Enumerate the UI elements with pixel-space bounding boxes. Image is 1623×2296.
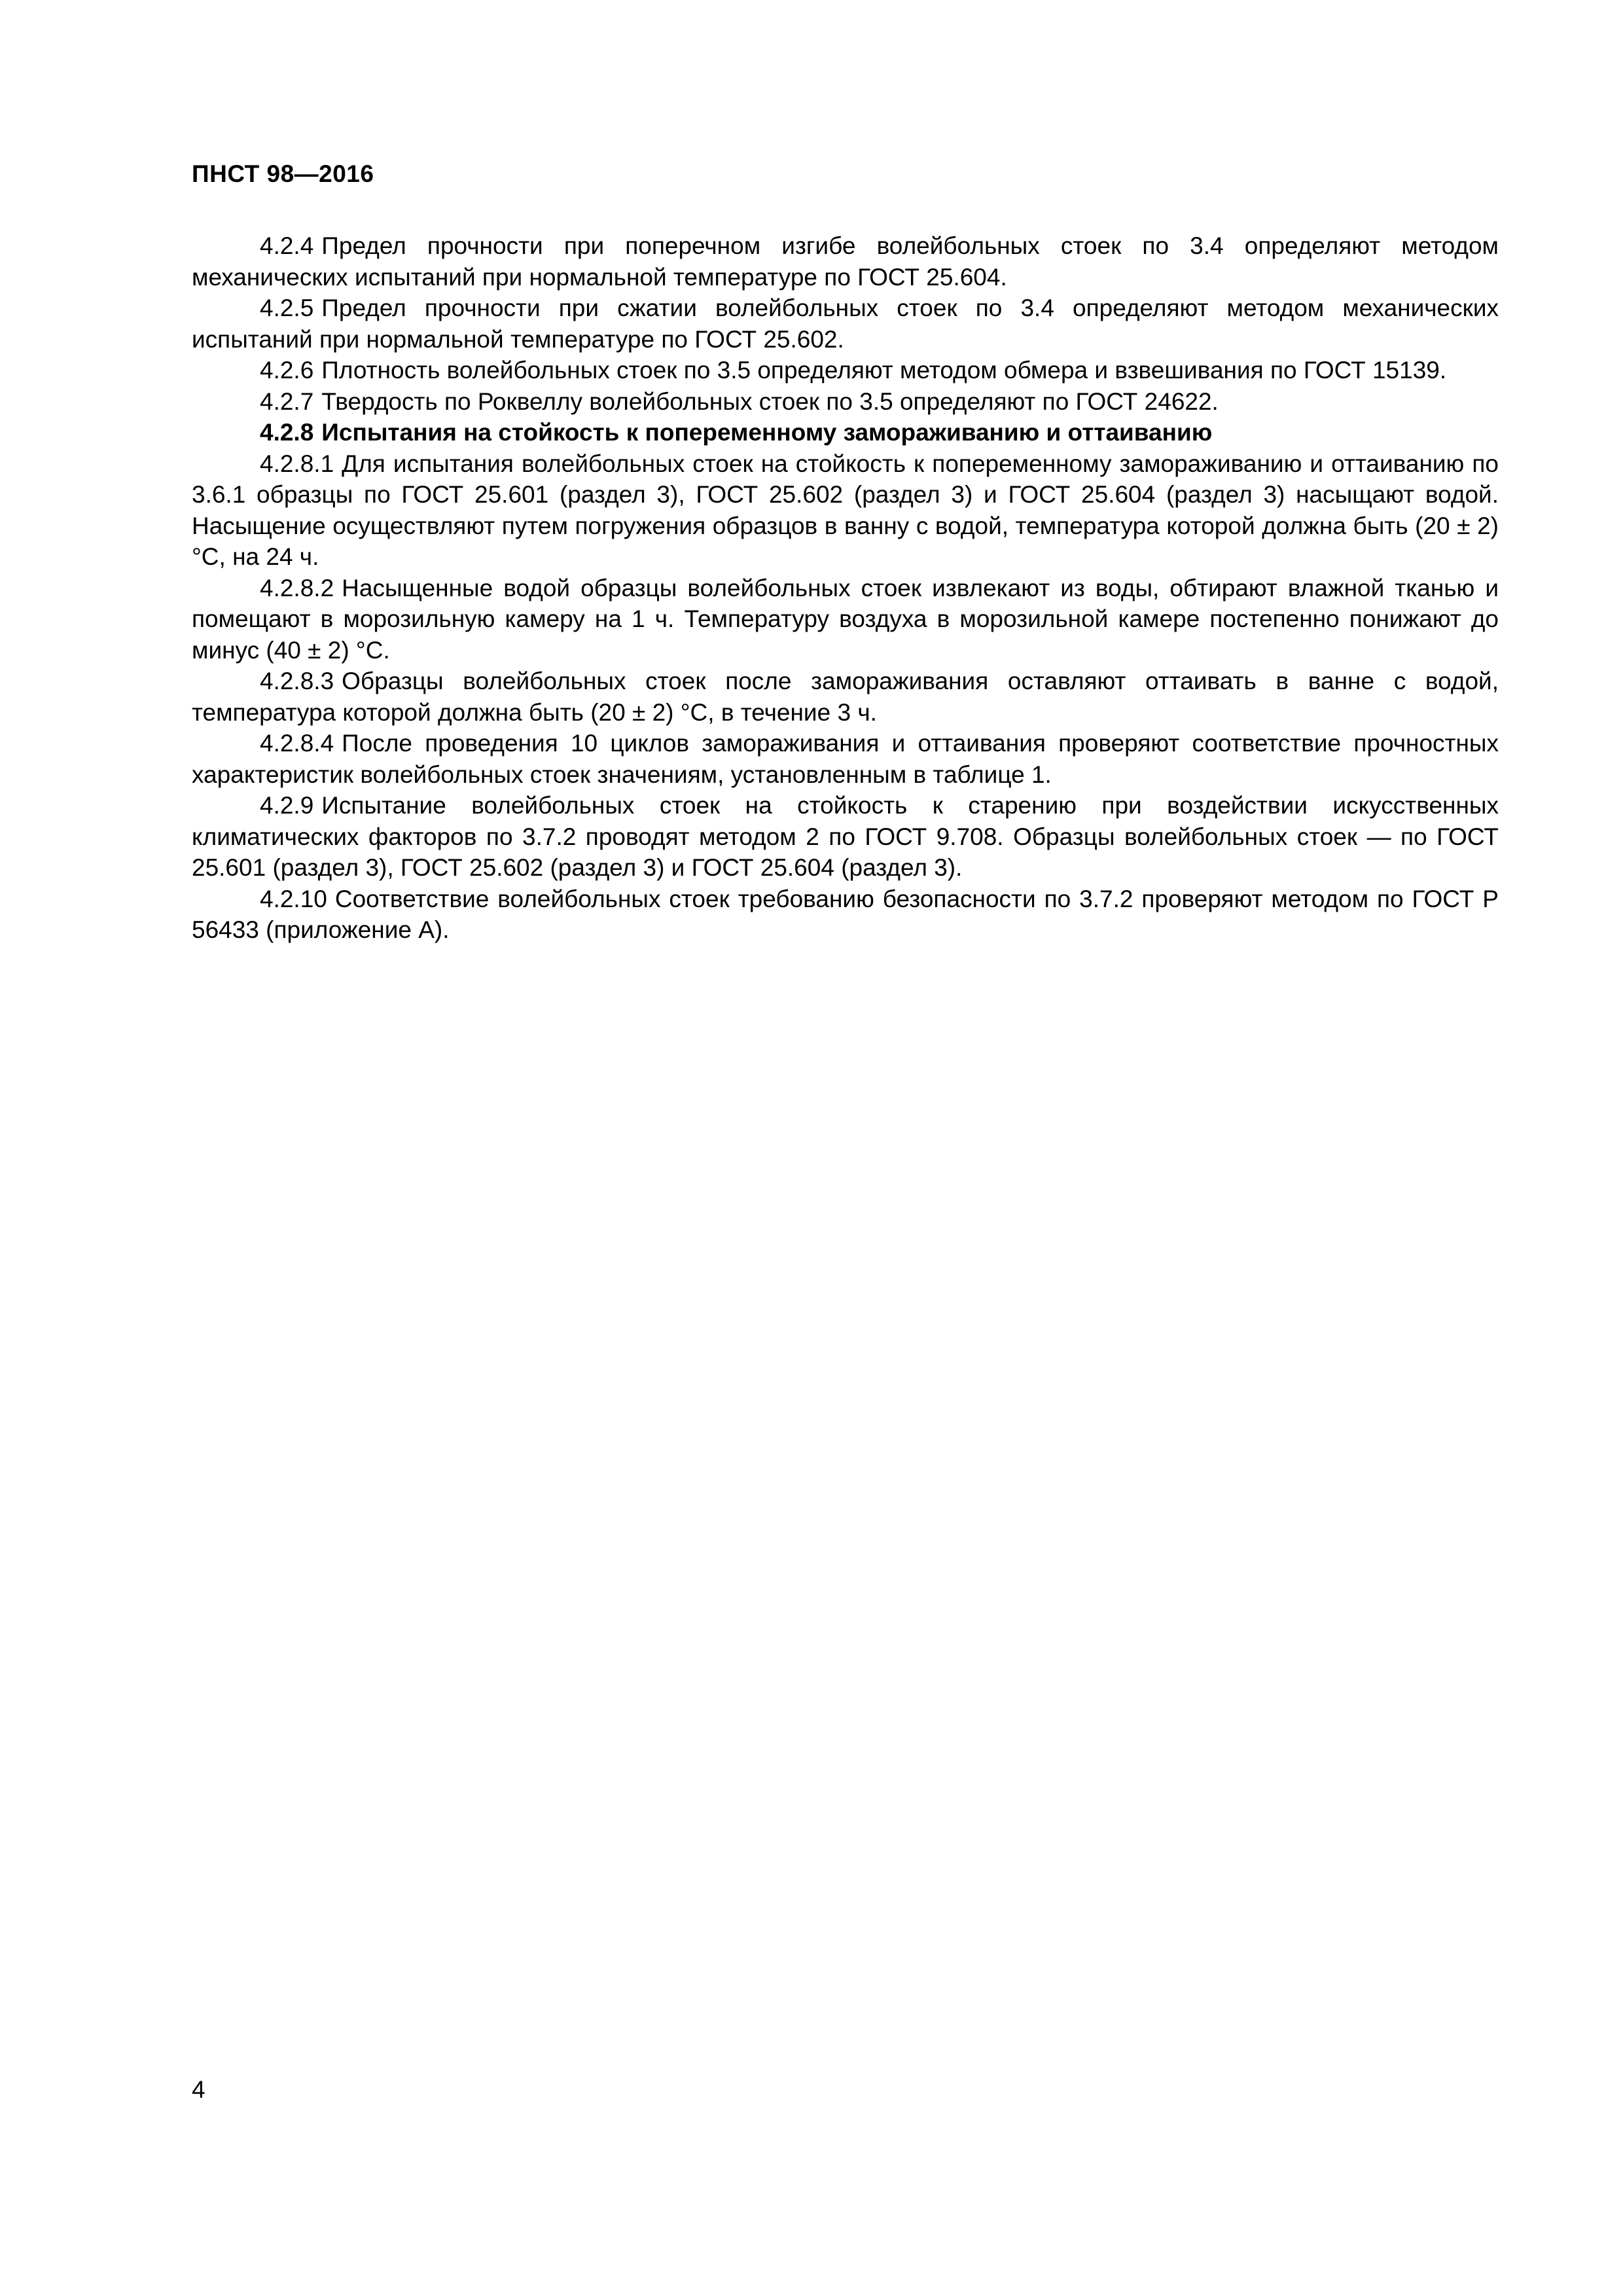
clause-text: После проведения 10 циклов замораживания и оттаивания проверяют соответствие прочностных характеристик волейбольных стоек значениям, установленным в таблице 1. <box>192 730 1499 788</box>
clause-number: 4.2.8 <box>260 419 314 446</box>
clause-text: Испытания на стойкость к попеременному замораживанию и оттаиванию <box>321 419 1213 446</box>
clause-number: 4.2.6 <box>260 357 314 384</box>
clause-number: 4.2.4 <box>260 232 314 259</box>
clause-text: Плотность волейбольных стоек по 3.5 определяют методом обмера и взвешивания по ГОСТ 15139. <box>321 357 1447 384</box>
paragraph-4-2-8-3 <box>192 666 1499 728</box>
paragraph-4-2-7 <box>192 386 1499 418</box>
section-heading-4-2-8 <box>192 417 1499 448</box>
clause-text: Соответствие волейбольных стоек требованию безопасности по 3.7.2 проверяют методом по ГОСТ Р 56433 (приложение А). <box>192 885 1499 943</box>
document-body <box>192 230 1499 946</box>
paragraph-4-2-8-4 <box>192 728 1499 790</box>
paragraph-4-2-4 <box>192 230 1499 293</box>
clause-number: 4.2.9 <box>260 792 314 819</box>
paragraph-4-2-5 <box>192 293 1499 355</box>
paragraph-4-2-8-2 <box>192 573 1499 666</box>
clause-text: Твердость по Роквеллу волейбольных стоек по 3.5 определяют по ГОСТ 24622. <box>321 387 1219 415</box>
clause-text: Образцы волейбольных стоек после замораживания оставляют оттаивать в ванне с водой, температура которой должна быть (20 ± 2) °С, в течение 3 ч. <box>192 668 1499 726</box>
page-header-standard-id: ПНСТ 98—2016 <box>192 160 374 187</box>
paragraph-4-2-10 <box>192 884 1499 946</box>
clause-text: Для испытания волейбольных стоек на стойкость к попеременному замораживанию и оттаиванию по 3.6.1 образцы по ГОСТ 25.601 (раздел 3), ГОСТ 25.602 (раздел 3) и ГОСТ 25.604 (раздел 3) насыщают водой. Насыщение осуществляют путем погружения образцов в ванну с водой, температура которой должна быть (20 ± 2) °С, на 24 ч. <box>192 450 1499 570</box>
clause-number: 4.2.10 <box>260 885 327 912</box>
paragraph-4-2-9 <box>192 790 1499 884</box>
clause-text: Предел прочности при сжатии волейбольных стоек по 3.4 определяют методом механических испытаний при нормальной температуре по ГОСТ 25.602. <box>192 295 1499 353</box>
clause-number: 4.2.8.1 <box>260 450 334 477</box>
clause-number: 4.2.7 <box>260 387 314 415</box>
clause-number: 4.2.8.3 <box>260 668 334 694</box>
clause-number: 4.2.8.2 <box>260 574 334 601</box>
paragraph-4-2-8-1 <box>192 448 1499 573</box>
page-number: 4 <box>192 2076 205 2103</box>
clause-number: 4.2.8.4 <box>260 730 334 757</box>
clause-text: Предел прочности при поперечном изгибе волейбольных стоек по 3.4 определяют методом механических испытаний при нормальной температуре по ГОСТ 25.604. <box>192 232 1499 291</box>
paragraph-4-2-6 <box>192 355 1499 386</box>
clause-text: Испытание волейбольных стоек на стойкость к старению при воздействии искусственных климатических факторов по 3.7.2 проводят методом 2 по ГОСТ 9.708. Образцы волейбольных стоек — по ГОСТ 25.601 (раздел 3), ГОСТ 25.602 (раздел 3) и ГОСТ 25.604 (раздел 3). <box>192 792 1499 881</box>
clause-text: Насыщенные водой образцы волейбольных стоек извлекают из воды, обтирают влажной тканью и помещают в морозильную камеру на 1 ч. Температуру воздуха в морозильной камере постепенно понижают до минус (40 ± 2) °С. <box>192 574 1499 664</box>
clause-number: 4.2.5 <box>260 295 314 321</box>
